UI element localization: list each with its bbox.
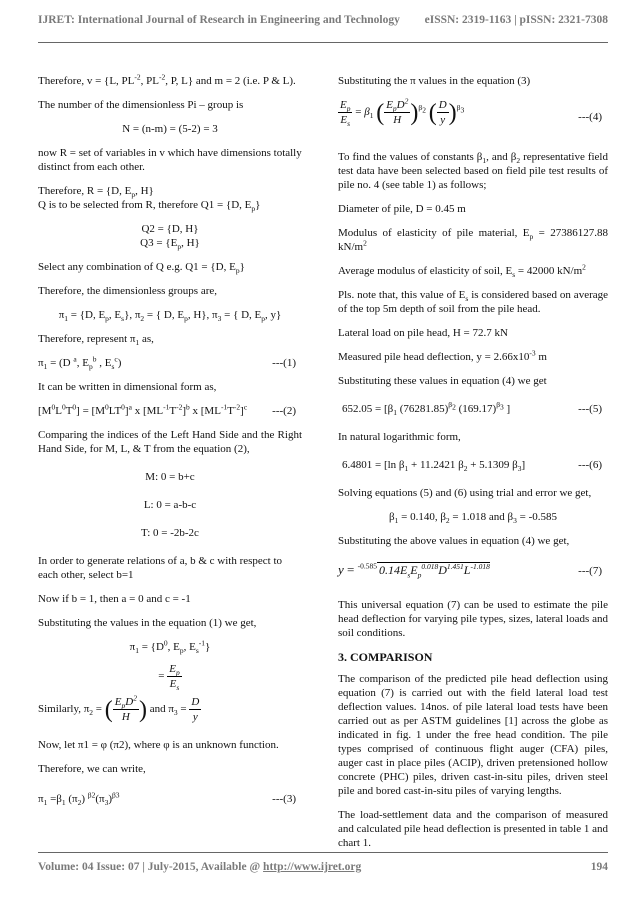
paragraph: Solving equations (5) and (6) using trial and error we get, xyxy=(338,487,592,499)
equation-number: ---(4) xyxy=(578,111,602,123)
paragraph: Pls. note that, this value of $E_s$ is considered based on average of the top 5m depth of soil from the pile head. xyxy=(338,289,609,315)
left-column xyxy=(38,74,302,816)
paragraph: Comparing the indices of the Left Hand Side and the Right Hand Side, for M, L, & T from the equation (2), xyxy=(38,429,302,455)
equation: $\pi_1 = \{D^0$, $E_p$, $E_s^{-1}$} xyxy=(129,638,211,656)
journal-name: IJRET: International Journal of Research in Engineering and Technology xyxy=(38,14,400,26)
paragraph: Modulus of elasticity of pile material, $E_p = 27386127.88$ $kN/m^2$ xyxy=(338,227,608,253)
equation-number: ---(5) xyxy=(578,403,602,415)
equation: N = (n-m) = (5-2) = 3 xyxy=(122,123,218,135)
paragraph: Therefore, v = {L, $PL^{-2}$, $PL^{-2}$, P, L} and m = 2 (i.e. P & L). xyxy=(38,72,296,87)
paragraph: The number of the dimensionless Pi – group is xyxy=(38,99,244,111)
paragraph: The load-settlement data and the comparison of measured and calculated pile head deflection is presented in table 1 and chart 1. xyxy=(338,809,608,849)
paragraph: Therefore, represent $\pi_1$ as, xyxy=(38,333,154,348)
paragraph: Therefore, the dimensionless groups are, xyxy=(38,285,217,297)
paragraph: Select any combination of Q e.g. Q1 = {D, $E_p$} xyxy=(38,261,245,276)
equation-1: $\pi_1 = (D$ $^a$, $E_p^b$ , $E_s^c$) ---(1) xyxy=(38,354,296,372)
paragraph: In order to generate relations of a, b & c with respect to each other, select b=1 xyxy=(38,555,283,581)
volume-text: Volume: 04 Issue: 07 | July-2015, Available @ xyxy=(38,861,264,873)
paragraph: The comparison of the predicted pile head deflection using equation (7) is carried out with the field lateral load test deflection values. 14nos. of pile lateral load tests have been carried out as per ASTM guidelines [1] across the globe as indicated in fig. 1 under the free head condition. The pile types comprised of continuous flight auger (CFA) piles, auger cast in place piles (ACIP), driven pretensioned hollow concrete (PHC) piles, driven cast-in-situ piles, driven steel pile and bored cast-in-situ piles of varying lengths. xyxy=(338,673,608,797)
page-header xyxy=(38,14,608,43)
footer-volume xyxy=(38,861,361,873)
paragraph: Diameter of pile, D = 0.45 m xyxy=(338,203,466,215)
paragraph: Now, let π1 = φ (π2), where φ is an unknown function. xyxy=(38,739,279,751)
section-heading: 3. COMPARISON xyxy=(338,650,433,664)
equation: L: 0 = a-b-c xyxy=(143,499,197,511)
equation-7: y = $^{-0.585}$ $0.14E_sE_p^{0.018}D^{1.451}L^{-1.018}$ ---(7) xyxy=(338,561,602,580)
paragraph: Substituting the values in the equation (1) we get, xyxy=(38,617,257,629)
issn: eISSN: 2319-1163 | pISSN: 2321-7308 xyxy=(424,14,608,26)
equation-number: ---(1) xyxy=(272,357,296,369)
paragraph: In natural logarithmic form, xyxy=(338,431,461,443)
equation: T: 0 = -2b-2c xyxy=(141,527,199,539)
equation: M: 0 = b+c xyxy=(145,471,195,483)
equation: $\beta_1 = 0.140$, $\beta_2 = 1.018$ and $\beta_3 = -0.585$ xyxy=(389,511,557,526)
paragraph xyxy=(38,184,302,212)
paragraph: Substituting these values in equation (4) we get xyxy=(338,375,547,387)
journal-link[interactable]: http://www.ijret.org xyxy=(263,861,362,873)
right-column xyxy=(338,74,608,860)
paragraph: Average modulus of elasticity of soil, $E_s = 42000$ $kN/m^2$ xyxy=(338,262,586,280)
equation-6: 6.4801 = [ln $\beta_1 + 11.2421$ $\beta_2 + 5.1309$ $\beta_3$] ---(6) xyxy=(342,459,602,474)
equation-3: $\pi_1 =\beta_1$ $(\pi_2)$ $^{\beta 2}(\pi_3)^{\beta 3}$ ---(3) xyxy=(38,790,296,808)
equation: Q2 = {D, H} xyxy=(141,223,199,235)
equation-group xyxy=(38,222,302,250)
paragraph: Lateral load on pile head, H = 72.7 kN xyxy=(338,327,508,339)
page-number: 194 xyxy=(590,861,608,873)
paragraph: now R = set of variables in v which have dimensions totally distinct from each other. xyxy=(38,147,302,173)
paragraph: It can be written in dimensional form as, xyxy=(38,381,217,393)
equation: $Q3 = \{E_p$, H} xyxy=(140,237,200,252)
line: Therefore, R = {D, $E_p$, H} xyxy=(38,185,154,200)
paragraph: Now if b = 1, then a = 0 and c = -1 xyxy=(38,593,191,605)
paragraph: Measured pile head deflection, $y = 2.66x10^{-3}$ m xyxy=(338,348,547,363)
paragraph: This universal equation (7) can be used to estimate the pile head deflection for varying pile types, sizes, lateral loads and soil conditions. xyxy=(338,599,608,639)
paragraph: Substituting the above values in equation (4) we get, xyxy=(338,535,570,547)
equation-number: ---(3) xyxy=(272,793,296,805)
paragraph: Therefore, we can write, xyxy=(38,763,146,775)
paragraph: Substituting the π values in the equation (3) xyxy=(338,75,531,87)
line: Q is to be selected from R, therefore Q1 = {D, $E_p$} xyxy=(38,199,261,214)
page-footer xyxy=(38,852,608,873)
equation-number: ---(2) xyxy=(272,405,296,417)
equation-4: $\frac{E_p}{E_s}$ = $\beta_1$ ( $\frac{E_pD^2}{H}$ )$^{\beta_2}$ ( $\frac{D}{y}$ )$^{\beta_3}$ ---(4) xyxy=(340,96,602,129)
equation-number: ---(6) xyxy=(578,459,602,471)
fraction-ep-es: = $\frac{E_p}{E_s}$ xyxy=(158,663,180,693)
equation-5: $652.05 = [\beta_1$ $(76281.85)^{\beta_2}$ $(169.17)^{\beta_3}$ ] ---(5) xyxy=(342,400,602,418)
pi2-pi3-definition: Similarly, $\pi_2$ = ( $\frac{E_pD^2}{H}$ ) and $\pi_3$ = $\frac{D}{y}$ xyxy=(38,693,200,723)
paragraph: To find the values of constants $\beta_1$, and $\beta_2$ representative field test data have been selected based on field pile test results of pile no. 4 (see table 1) as follows; xyxy=(338,151,608,191)
equation-2: $[M^0L^0T^0] = [M^0LT^0]^a$ x $[ML^{-1}T^{-2}]^b$ x $[ML^{-1}T^{-2}]^c$ ---(2) xyxy=(38,402,296,417)
equation: $\pi_1 = \{D$, $E_p$, $E_s$}, $\pi_2$ = { D, $E_p$, H}, $\pi_3$ = { D, $E_p$, y} xyxy=(58,309,282,324)
equation-number: ---(7) xyxy=(578,565,602,577)
